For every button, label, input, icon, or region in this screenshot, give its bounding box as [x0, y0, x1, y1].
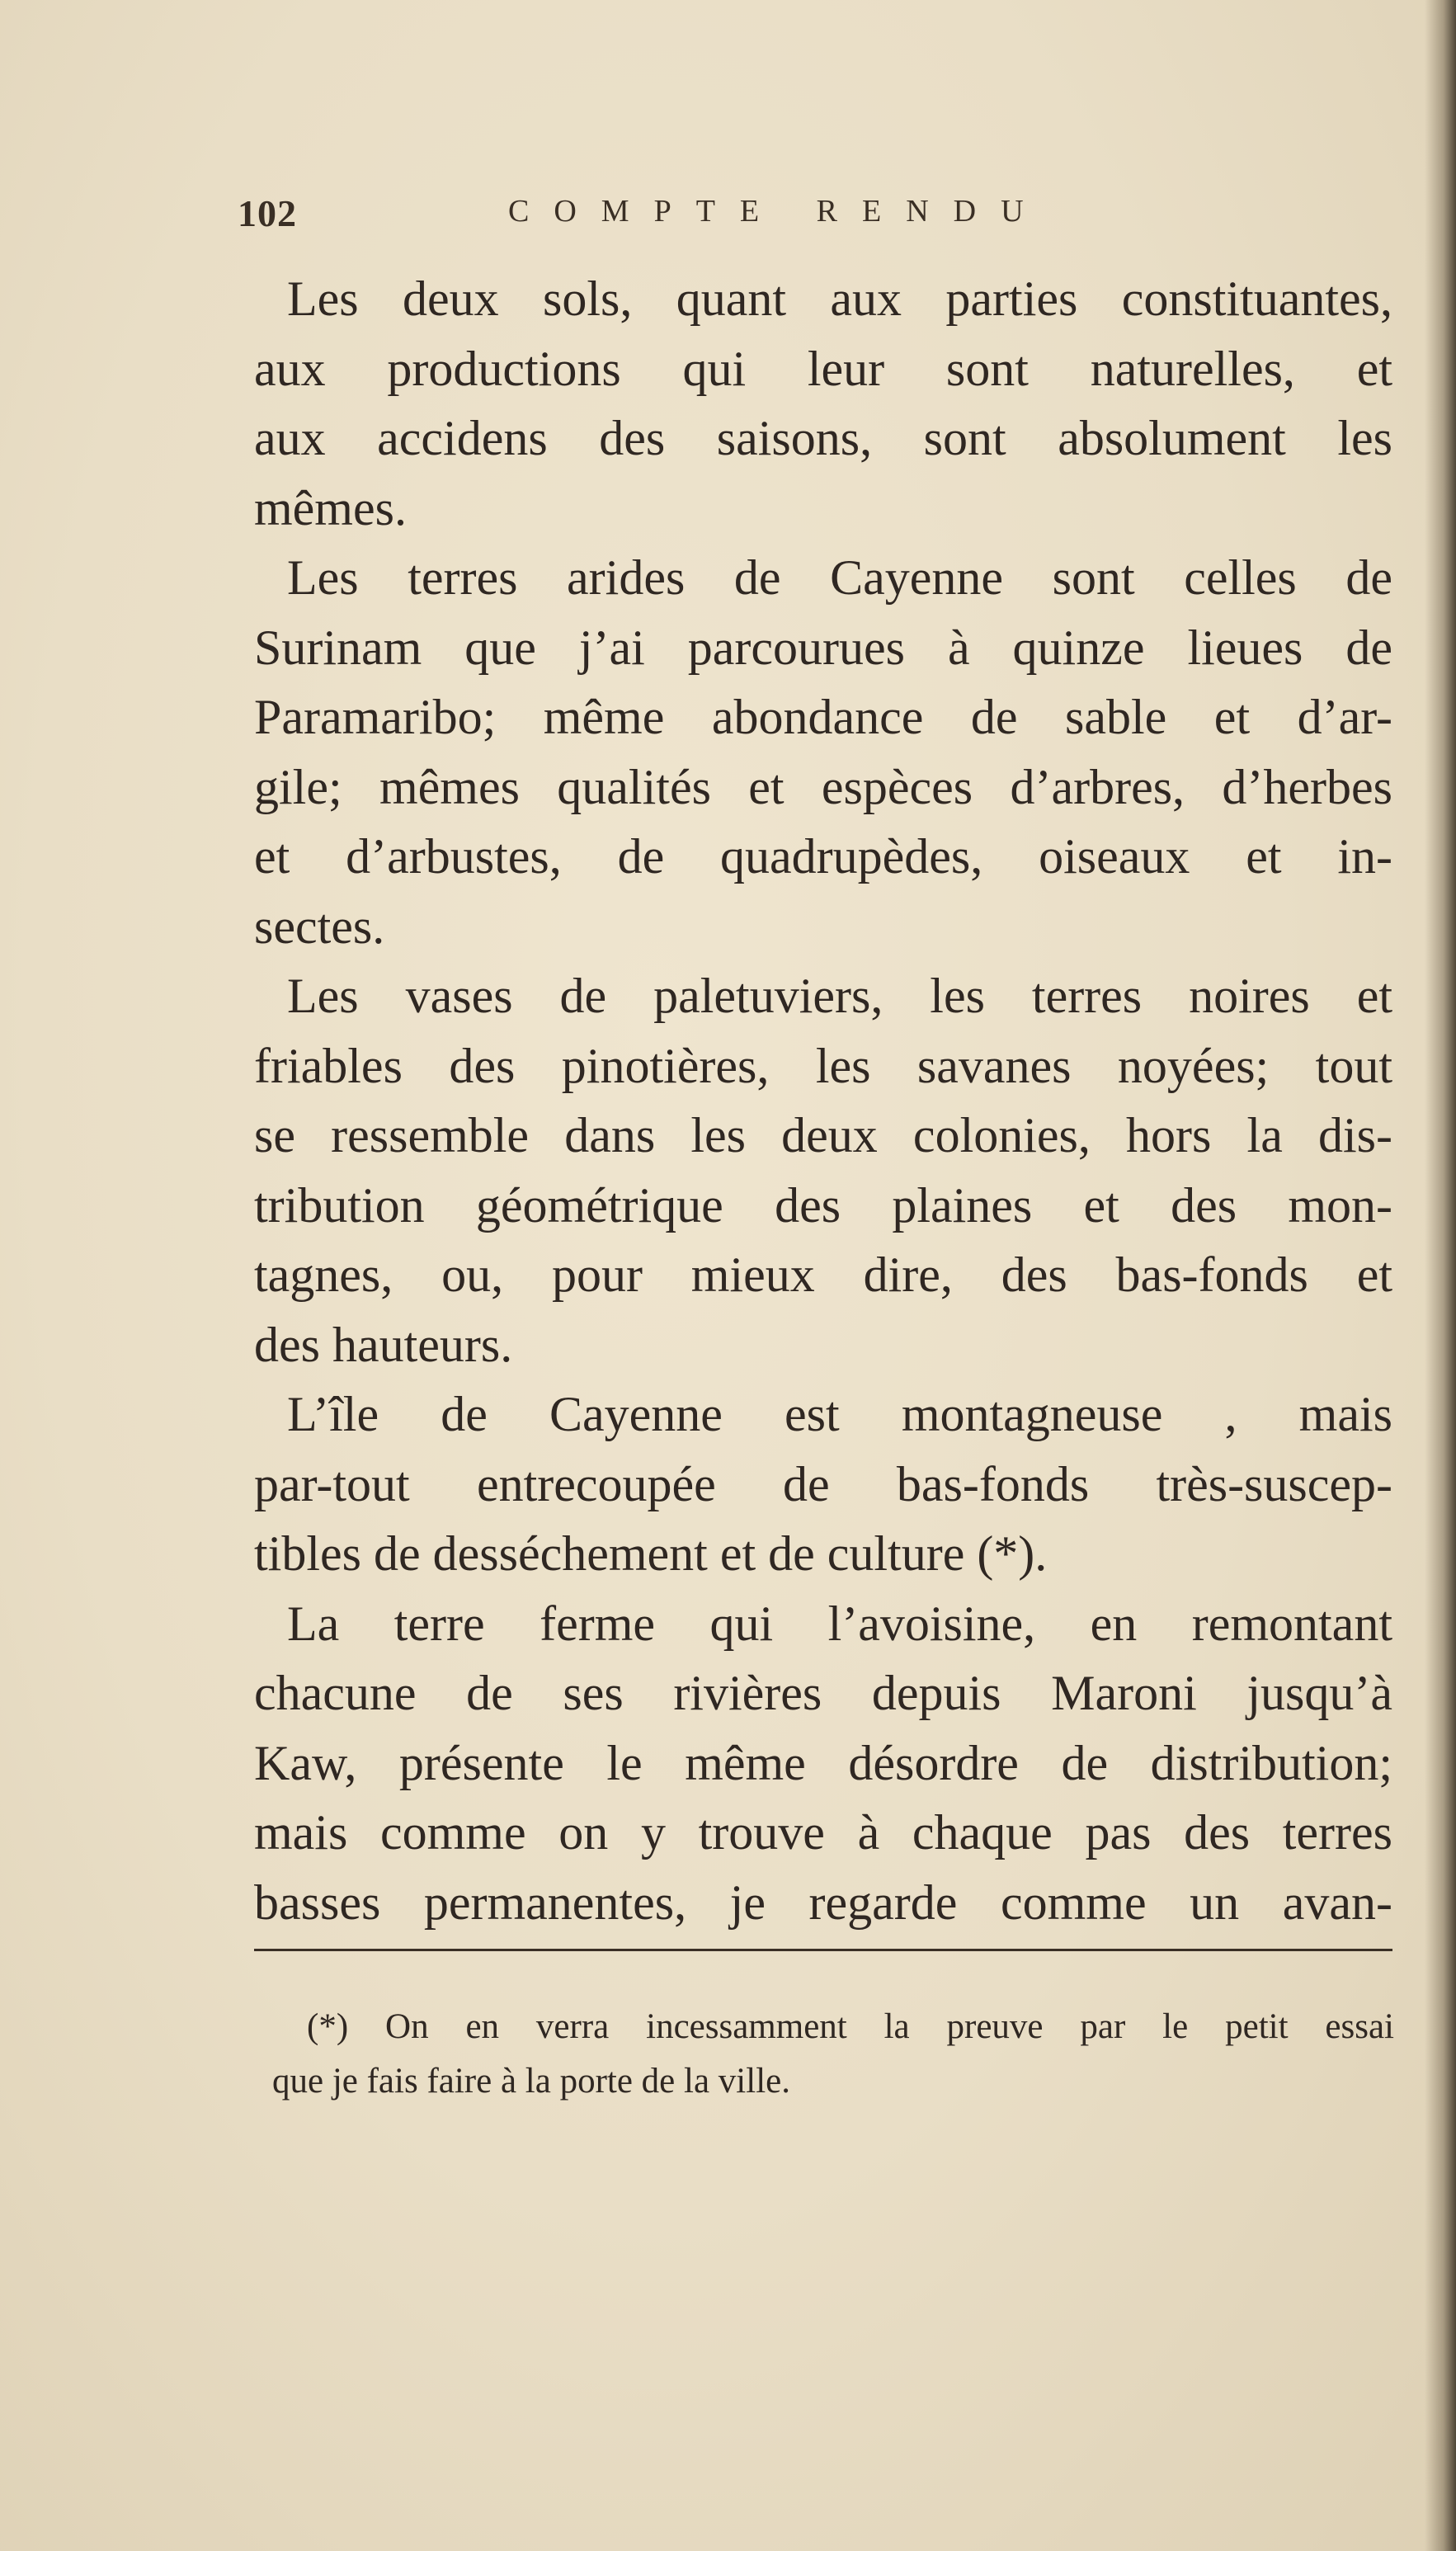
footnote-rule: [254, 1949, 1392, 1951]
paragraph: [254, 961, 1392, 1379]
text-line: Kaw, présente le même désordre de distribution;: [254, 1735, 1392, 1790]
text-line: tribution géométrique des plaines et des mon-: [254, 1177, 1392, 1233]
text-line: mêmes.: [254, 480, 407, 535]
text-line: et d’arbustes, de quadrupèdes, oiseaux et in-: [254, 829, 1392, 884]
footnote-line: (*) On en verra incessamment la preuve par le petit essai: [307, 2007, 1394, 2046]
text-line: tagnes, ou, pour mieux dire, des bas-fonds et: [254, 1247, 1392, 1302]
paragraph: [254, 543, 1392, 961]
text-line: Les terres arides de Cayenne sont celles de: [287, 550, 1392, 605]
text-line: aux accidens des saisons, sont absolument les: [254, 411, 1392, 465]
text-line: Les deux sols, quant aux parties constituantes,: [287, 271, 1392, 326]
text-line: gile; mêmes qualités et espèces d’arbres, d’herbes: [254, 759, 1392, 814]
text-line: La terre ferme qui l’avoisine, en remontant: [287, 1596, 1392, 1651]
text-line: se ressemble dans les deux colonies, hors la dis-: [254, 1108, 1392, 1162]
page-header: [238, 191, 1409, 257]
page-number: 102: [238, 192, 297, 234]
page-edge-shadow: [1425, 0, 1456, 2551]
body-text: [254, 264, 1392, 1937]
running-head: COMPTE RENDU: [508, 194, 1048, 229]
text-line: L’île de Cayenne est montagneuse , mais: [287, 1387, 1392, 1441]
text-line: friables des pinotières, les savanes noyées; tout: [254, 1038, 1392, 1093]
text-line: sectes.: [254, 898, 385, 954]
text-line: aux productions qui leur sont naturelles, et: [254, 341, 1392, 396]
footnote: [272, 2000, 1394, 2109]
paragraph: [254, 1379, 1392, 1589]
text-line: Les vases de paletuviers, les terres noires et: [287, 969, 1392, 1023]
paragraph: [254, 1589, 1392, 1938]
text-line: des hauteurs.: [254, 1317, 513, 1372]
text-line: tibles de desséchement et de culture (*).: [254, 1526, 1048, 1581]
text-line: Surinam que j’ai parcourues à quinze lieues de: [254, 620, 1392, 675]
text-line: chacune de ses rivières depuis Maroni jusqu’à: [254, 1666, 1392, 1720]
paragraph: [254, 264, 1392, 543]
text-line: Paramaribo; même abondance de sable et d’ar-: [254, 690, 1392, 744]
text-line: mais comme on y trouve à chaque pas des terres: [254, 1805, 1392, 1860]
text-line: basses permanentes, je regarde comme un avan-: [254, 1874, 1392, 1930]
footnote-line: que je fais faire à la porte de la ville.: [272, 2062, 790, 2101]
text-line: par-tout entrecoupée de bas-fonds très-suscep-: [254, 1456, 1392, 1511]
